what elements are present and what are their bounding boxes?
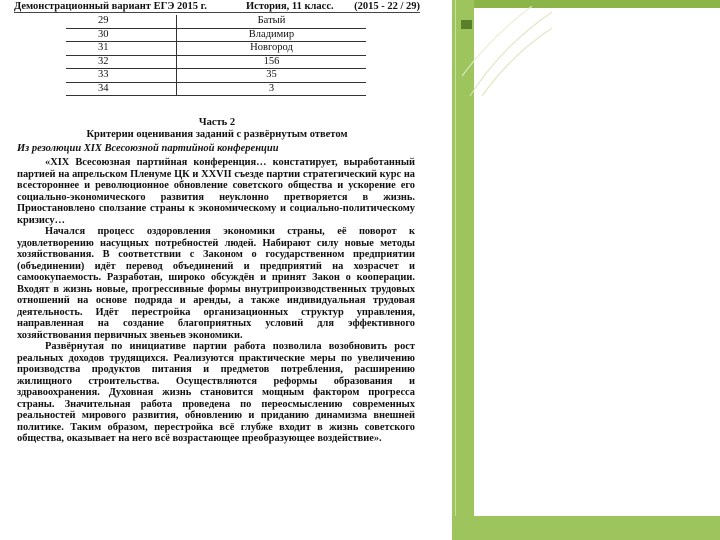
answer-cell: 3 bbox=[177, 82, 367, 96]
paragraph-3: Развёрнутая по инициативе партии работа позволила возобновить рост реальных доходов трудящихся. Реализуются практические меры по увеличению производства продуктов питания и предметов потребления, расширению жилищного строительства. Осуществляются реформы образования и здравоохранения. Духовная жизнь становится мощным фактором прогресса страны. Значительная работа проведена по переосмыслению современных реальностей мирового развития, обновлению и приданию динамизма внешней политике. Таким образом, перестройка всё глубже входит в жизнь советского общества, оказывает на него всё возрастающее преобразующее воздействие». bbox=[17, 341, 415, 444]
source-citation: Из резолюции XIX Всесоюзной партийной конференции bbox=[17, 143, 279, 154]
header-page-number: (2015 - 22 / 29) bbox=[354, 1, 420, 12]
table-row bbox=[66, 15, 366, 28]
bottom-accent-band bbox=[452, 516, 720, 540]
answer-cell: Батый bbox=[177, 15, 367, 28]
table-row bbox=[66, 69, 366, 83]
answer-cell: 35 bbox=[177, 69, 367, 83]
page-header bbox=[14, 1, 420, 13]
criteria-title: Критерии оценивания заданий с развёрнутым ответом bbox=[86, 129, 348, 140]
document-text bbox=[17, 157, 415, 445]
task-number-cell: 32 bbox=[66, 55, 177, 69]
answer-cell: 156 bbox=[177, 55, 367, 69]
task-number-cell: 33 bbox=[66, 69, 177, 83]
answers-table bbox=[66, 15, 366, 96]
answer-cell: Новгород bbox=[177, 42, 367, 56]
header-exam-title: Демонстрационный вариант ЕГЭ 2015 г. bbox=[14, 1, 207, 12]
paragraph-2: Начался процесс оздоровления экономики страны, её поворот к удовлетворению насущных потребностей людей. Набирают силу новые методы хозяйствования. В соответствии с Законом о государственном предприятии (объединении) идёт перевод объединений и предприятий на хозрасчет и самоокупаемость. Разработан, широко обсуждён и принят Закон о кооперации. Входят в жизнь новые, прогрессивные формы внутрипроизводственных трудовых отношений на основе подряда и аренды, а также индивидуальная трудовая деятельность. Идёт перестройка организационных структур управления, направленная на создание благоприятных условий для эффективного хозяйствования первичных звеньев экономики. bbox=[17, 226, 415, 341]
part-title: Часть 2 bbox=[198, 117, 236, 128]
header-subject: История, 11 класс. bbox=[246, 1, 334, 12]
answer-cell: Владимир bbox=[177, 28, 367, 42]
sidebar-divider bbox=[455, 0, 456, 520]
table-row bbox=[66, 82, 366, 96]
task-number-cell: 31 bbox=[66, 42, 177, 56]
task-number-cell: 29 bbox=[66, 15, 177, 28]
paragraph-1: «XIX Всесоюзная партийная конференция… констатирует, выработанный партией на апрельском Пленуме ЦК и XXVII съезде партии стратегический курс на всестороннее и революционное обновление советского общества и ускорение его социально-экономического развития неуклонно претворяется в жизнь. Приостановлено сползание страны к экономическому и социально-политическому кризису… bbox=[17, 157, 415, 226]
table-row bbox=[66, 42, 366, 56]
task-number-cell: 34 bbox=[66, 82, 177, 96]
corner-lines-decoration bbox=[462, 6, 552, 96]
task-number-cell: 30 bbox=[66, 28, 177, 42]
table-row bbox=[66, 55, 366, 69]
table-row bbox=[66, 28, 366, 42]
